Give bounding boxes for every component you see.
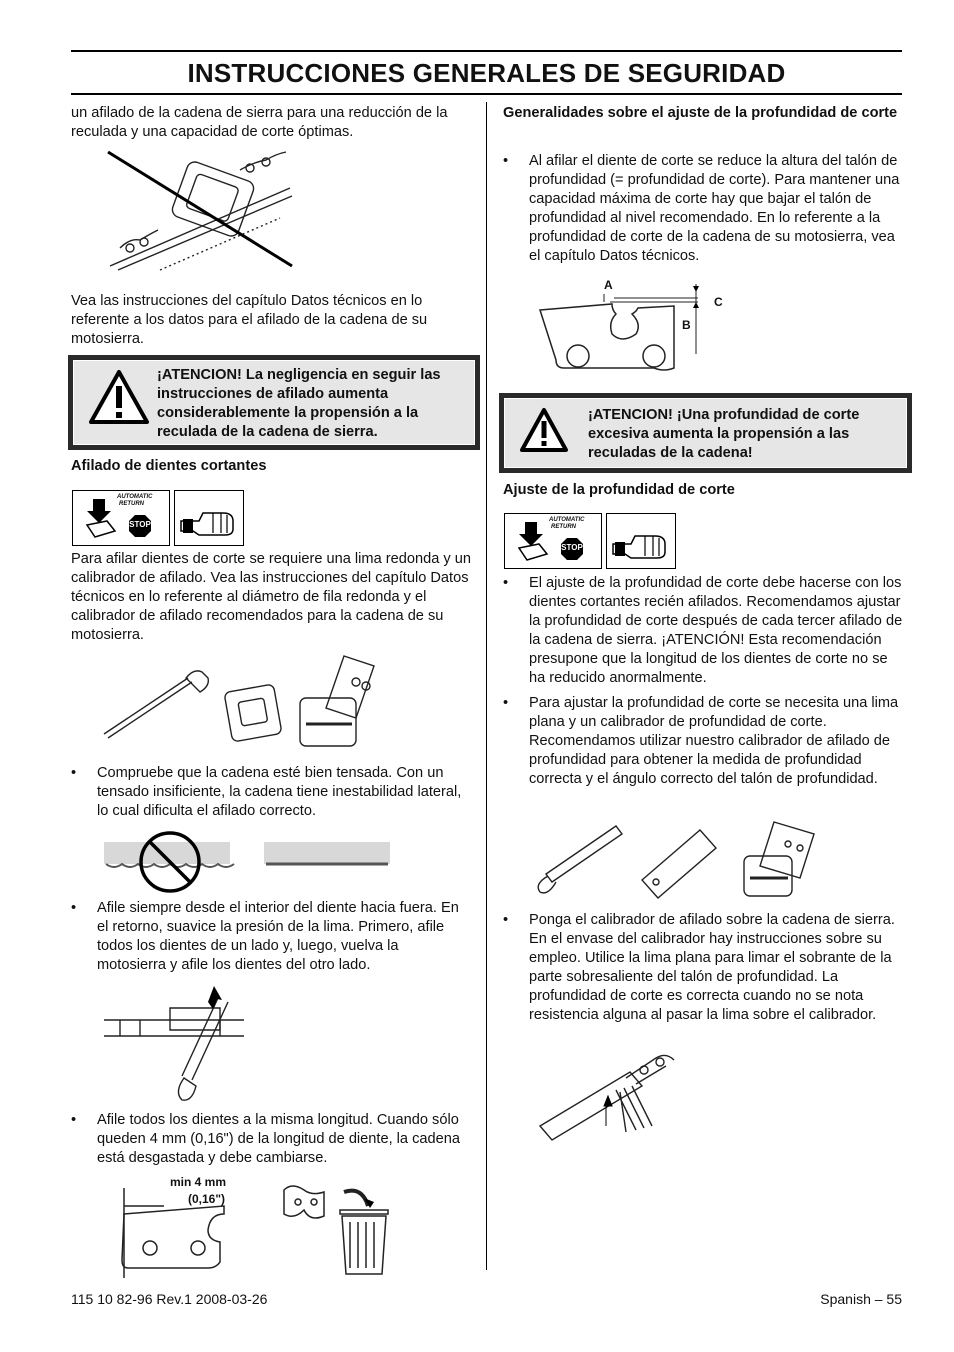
tooth-min-length-figure bbox=[104, 1178, 404, 1278]
min-length-label: min 4 mm bbox=[170, 1175, 227, 1189]
footer-page-number: Spanish – 55 bbox=[820, 1291, 902, 1307]
gauge-on-chain-figure bbox=[536, 1048, 696, 1150]
tools-text: Para afilar dientes de corte se requiere una lima redonda y un calibrador de afilado. Vea las instrucciones del capítulo Datos técnicos en lo referente al diámetro de fila redonda y el calibrador de afilado recomendados para la cadena de su motosierra. bbox=[71, 551, 471, 643]
warning-box-sharpening bbox=[68, 355, 480, 450]
section-title-depth-general: Generalidades sobre el ajuste de la profundidad de corte bbox=[503, 105, 898, 121]
warning-triangle-icon bbox=[88, 369, 150, 425]
auto-return-label-1: AUTOMATIC bbox=[117, 494, 153, 500]
warning-box-depth bbox=[499, 393, 912, 473]
auto-return-label-2: RETURN bbox=[119, 501, 144, 507]
section-title-sharpening: Afilado de dientes cortantes bbox=[71, 458, 267, 474]
file-and-gauge-figure bbox=[100, 652, 390, 756]
flat-file-gauge-figure bbox=[530, 818, 830, 902]
header-top-rule bbox=[71, 50, 902, 52]
page-title: INSTRUCCIONES GENERALES DE SEGURIDAD bbox=[187, 58, 786, 88]
see-data-text: Vea las instrucciones del capítulo Datos técnicos en lo referente a los datos para el afilado de la cadena de su motosierra. bbox=[71, 293, 428, 347]
fig-label-b: B bbox=[682, 318, 691, 332]
warning-triangle-icon-2 bbox=[519, 407, 569, 453]
header-bottom-rule bbox=[71, 93, 902, 95]
stop-label: STOP bbox=[129, 520, 151, 529]
chain-tension-figure bbox=[104, 828, 394, 894]
footer-doc-id: 115 10 82-96 Rev.1 2008-03-26 bbox=[71, 1291, 268, 1307]
glove-icon-2 bbox=[606, 513, 676, 569]
automatic-return-icon-2 bbox=[504, 513, 602, 569]
column-divider bbox=[486, 102, 487, 1270]
automatic-return-icon bbox=[72, 490, 170, 546]
warning-text-depth: ¡ATENCION! ¡Una profundidad de corte excesiva aumenta la propensión a las reculadas de la cadena! bbox=[588, 407, 860, 461]
warning-text: ¡ATENCION! La negligencia en seguir las instrucciones de afilado aumenta considerablemente la propensión a la reculada de la cadena de sierra. bbox=[157, 367, 441, 440]
intro-text: un afilado de la cadena de sierra para una reducción de la reculada y una capacidad de corte óptimas. bbox=[71, 105, 448, 140]
glove-icon bbox=[174, 490, 244, 546]
wrong-gauge-figure bbox=[100, 148, 300, 280]
fig-label-c: C bbox=[714, 295, 723, 309]
section-title-depth-adjust: Ajuste de la profundidad de corte bbox=[503, 482, 735, 498]
stop-label-2: STOP bbox=[561, 543, 583, 552]
auto-return-label-2b: RETURN bbox=[551, 524, 576, 530]
fig-label-a: A bbox=[604, 278, 613, 292]
file-direction-figure bbox=[100, 980, 250, 1108]
min-length-inches-label: (0,16") bbox=[188, 1192, 226, 1206]
depth-gauge-figure bbox=[536, 282, 712, 386]
auto-return-label-1b: AUTOMATIC bbox=[549, 517, 585, 523]
